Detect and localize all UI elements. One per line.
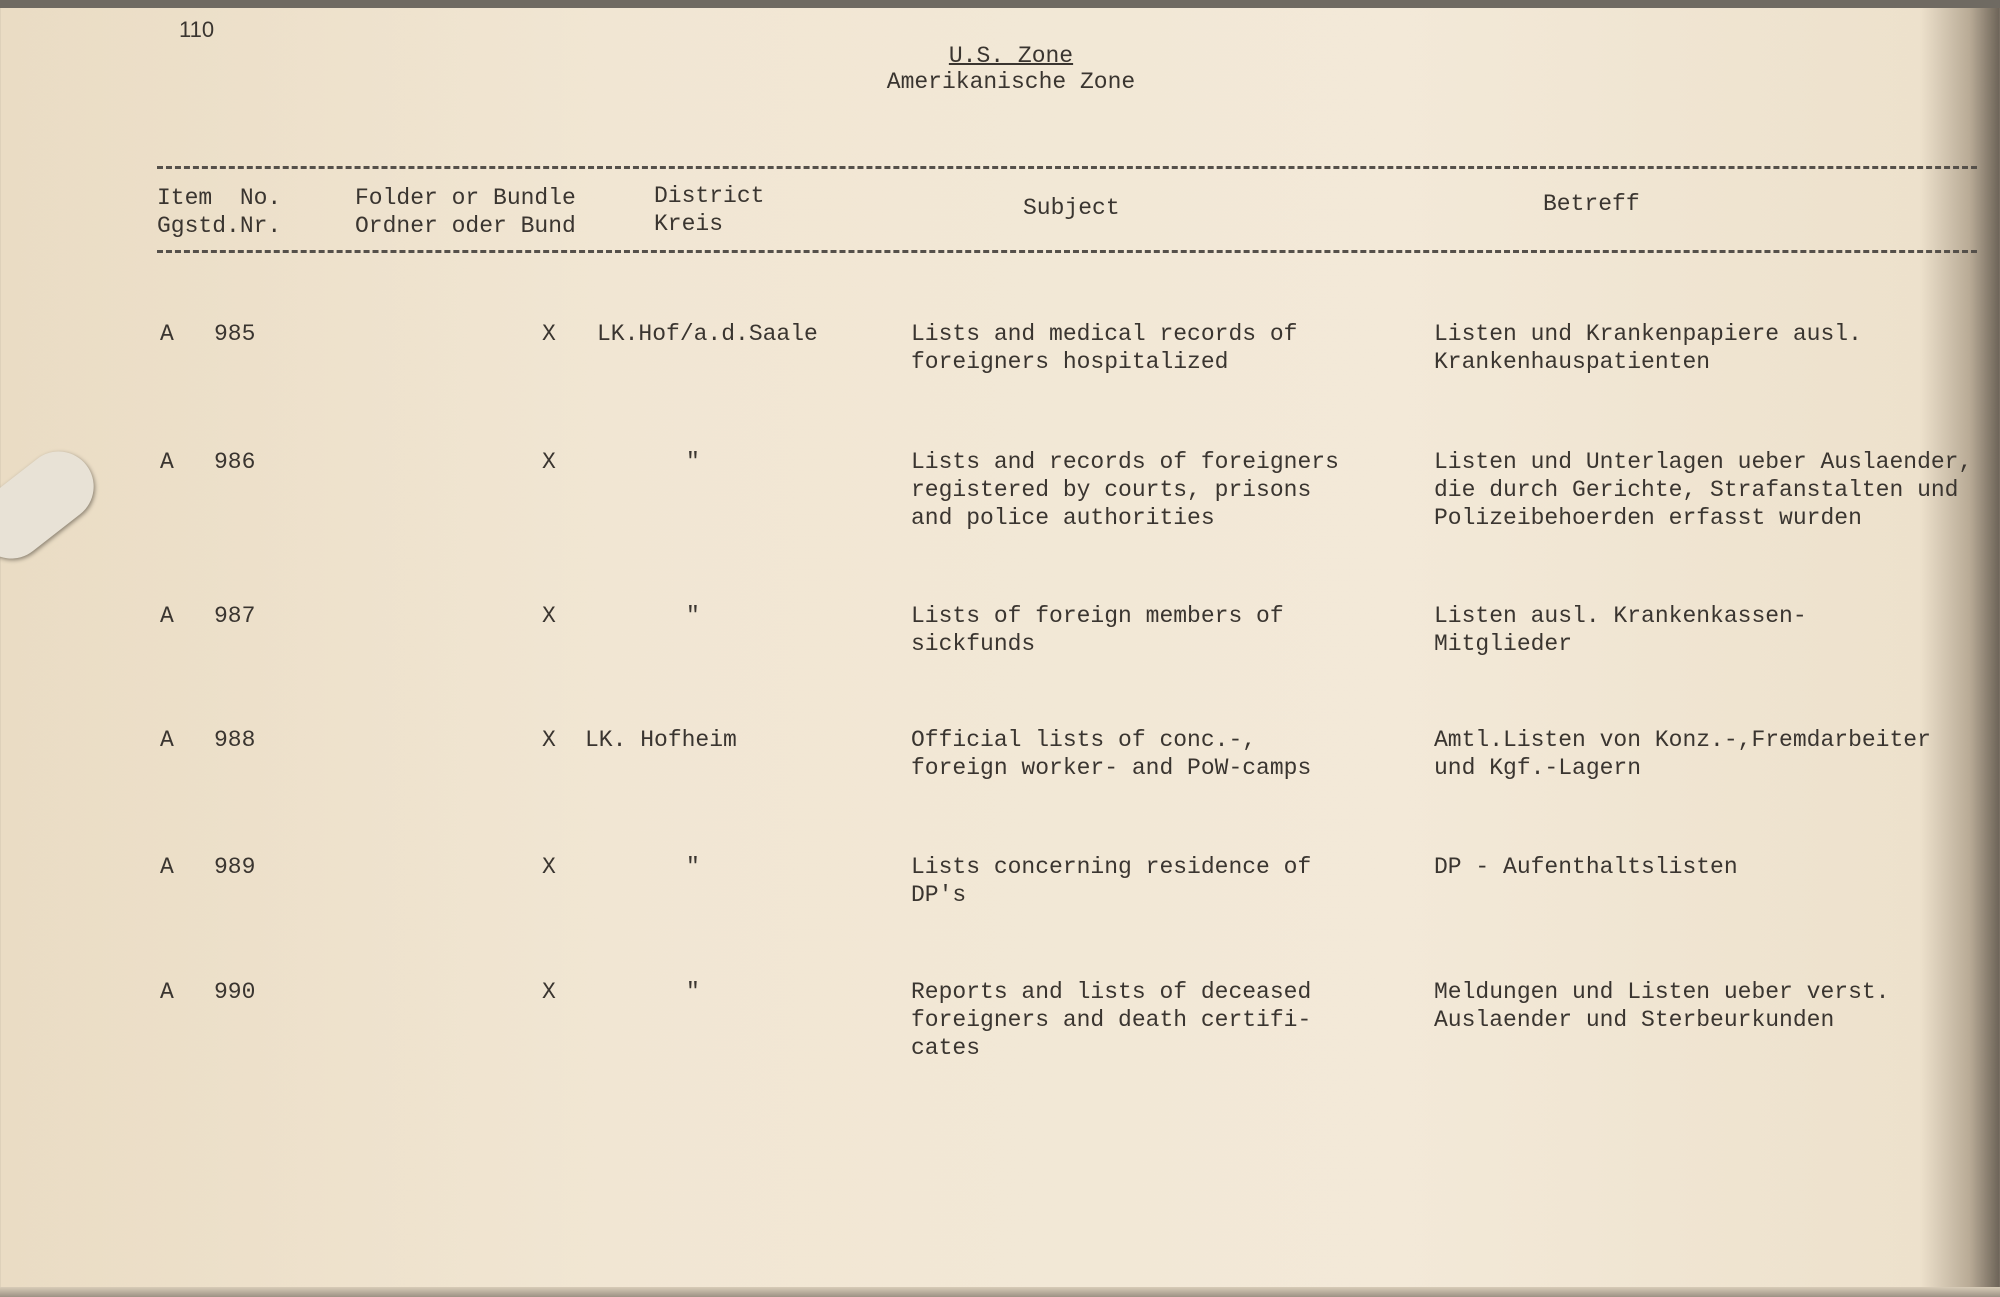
- betreff-line: und Kgf.-Lagern: [1434, 755, 1642, 781]
- folder-mark: X: [542, 603, 556, 629]
- subject-line: registered by courts, prisons: [911, 477, 1312, 503]
- folder-mark: X: [542, 321, 556, 347]
- item-number: 989: [214, 854, 256, 880]
- betreff-line: DP - Aufenthaltslisten: [1434, 854, 1738, 880]
- header-betreff: Betreff: [1543, 191, 1640, 217]
- item-number: 990: [214, 979, 256, 1005]
- item-number: 985: [214, 321, 256, 347]
- betreff-line: Mitglieder: [1434, 631, 1573, 657]
- betreff-line: Amtl.Listen von Konz.-,Fremdarbeiter: [1434, 727, 1931, 753]
- title-line2: Amerikanische Zone: [886, 69, 1136, 95]
- item-number: 986: [214, 449, 256, 475]
- subject: [911, 726, 1311, 782]
- header-bottom-rule: [157, 250, 1977, 253]
- betreff-line: Listen ausl. Krankenkassen-: [1434, 603, 1807, 629]
- item-number: 988: [214, 727, 256, 753]
- header-subject: Subject: [1023, 195, 1120, 221]
- betreff: [1434, 448, 1972, 532]
- subject-line: and police authorities: [911, 505, 1215, 531]
- subject-line: foreign worker- and PoW-camps: [911, 755, 1312, 781]
- subject: [911, 320, 1297, 376]
- district: ": [686, 449, 700, 475]
- item-prefix: A: [160, 854, 174, 880]
- district: LK. Hofheim: [585, 727, 737, 753]
- betreff: [1434, 978, 1889, 1034]
- betreff: [1434, 726, 1931, 782]
- betreff-line: Listen und Unterlagen ueber Auslaender,: [1434, 449, 1973, 475]
- subject-line: Lists of foreign members of: [911, 603, 1284, 629]
- header-top-rule: [157, 166, 1977, 169]
- subject: [911, 978, 1311, 1062]
- header-district: District Kreis: [654, 183, 765, 237]
- item-prefix: A: [160, 449, 174, 475]
- subject: [911, 853, 1311, 909]
- item-prefix: A: [160, 321, 174, 347]
- item-prefix: A: [160, 603, 174, 629]
- betreff-line: Polizeibehoerden erfasst wurden: [1434, 505, 1862, 531]
- betreff: [1434, 853, 1738, 881]
- subject: [911, 448, 1339, 532]
- header-item-no: Item No. Ggstd.Nr.: [157, 185, 282, 239]
- district: ": [686, 854, 700, 880]
- betreff-line: Auslaender und Sterbeurkunden: [1434, 1007, 1835, 1033]
- betreff-line: Krankenhauspatienten: [1434, 349, 1711, 375]
- subject-line: cates: [911, 1035, 981, 1061]
- subject-line: Lists and records of foreigners: [911, 449, 1339, 475]
- subject-line: Lists concerning residence of: [911, 854, 1312, 880]
- title-line1: U.S. Zone: [948, 43, 1074, 69]
- subject-line: Lists and medical records of: [911, 321, 1298, 347]
- subject-line: Reports and lists of deceased: [911, 979, 1312, 1005]
- folder-mark: X: [542, 979, 556, 1005]
- district: ": [686, 603, 700, 629]
- district: ": [686, 979, 700, 1005]
- item-prefix: A: [160, 979, 174, 1005]
- item-prefix: A: [160, 727, 174, 753]
- subject-line: DP's: [911, 882, 967, 908]
- betreff-line: Meldungen und Listen ueber verst.: [1434, 979, 1890, 1005]
- item-number: 987: [214, 603, 256, 629]
- subject: [911, 602, 1284, 658]
- page-number: 110: [179, 17, 215, 42]
- subject-line: foreigners hospitalized: [911, 349, 1229, 375]
- page-tab-marker: [0, 437, 108, 572]
- subject-line: sickfunds: [911, 631, 1036, 657]
- header-folder: Folder or Bundle Ordner oder Bund: [355, 185, 576, 239]
- betreff: [1434, 602, 1807, 658]
- district: LK.Hof/a.d.Saale: [597, 321, 818, 347]
- betreff-line: die durch Gerichte, Strafanstalten und: [1434, 477, 1959, 503]
- scan-top-edge: [0, 0, 2000, 8]
- folder-mark: X: [542, 727, 556, 753]
- betreff: [1434, 320, 1862, 376]
- betreff-line: Listen und Krankenpapiere ausl.: [1434, 321, 1862, 347]
- subject-line: foreigners and death certifi-: [911, 1007, 1312, 1033]
- folder-mark: X: [542, 854, 556, 880]
- folder-mark: X: [542, 449, 556, 475]
- subject-line: Official lists of conc.-,: [911, 727, 1257, 753]
- scan-bottom-edge: [0, 1287, 2000, 1297]
